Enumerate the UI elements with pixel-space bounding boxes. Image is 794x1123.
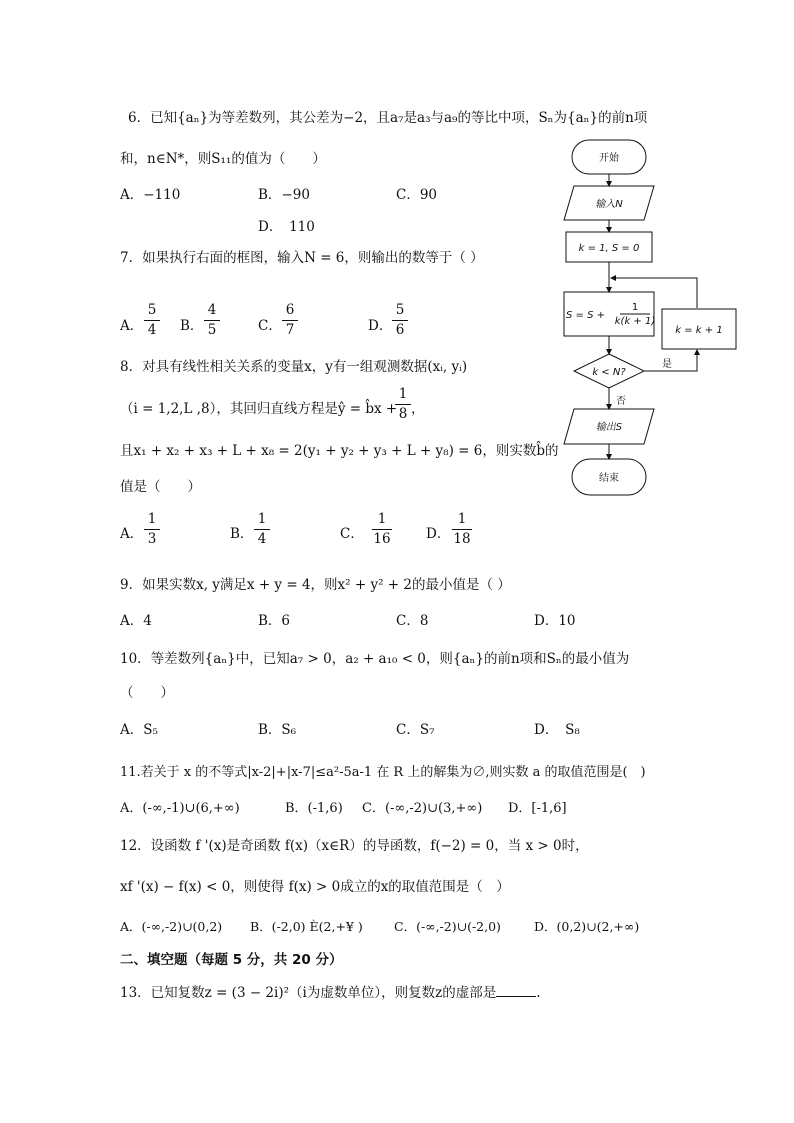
q7-option-a-label: A． [120,318,144,334]
q8-option-a-label: A． [120,526,144,542]
q7-option-b-label: B． [180,318,204,334]
q9-option-a: A．4 [120,613,152,629]
q8-line3: 且x₁ + x₂ + x₃ + L + x₈ = 2(y₁ + y₂ + y₃ + L + y₈) = 6，则实数b̂的 [120,443,559,459]
q12-line1: 12．设函数 f '(x)是奇函数 f(x)（x∈R）的导函数，f(−2) = 0，当 x > 0时， [120,838,589,854]
flowchart-init-label: k = 1, S = 0 [578,243,640,254]
q8-line1: 8．对具有线性相关关系的变量x，y有一组观测数据(xᵢ, yᵢ) [120,359,468,375]
q12-option-d: D．(0,2)∪(2,+∞) [534,919,640,934]
q8-option-b-frac: $\frac{1}{4}$ [254,511,270,548]
q9-option-c: C．8 [396,613,429,629]
q7-option-c-label: C． [258,318,282,334]
q8-option-b-label: B． [230,526,254,542]
flowchart [556,134,746,504]
q7-option-b-frac: $\frac{4}{5}$ [204,302,220,339]
q11-line1: 11.若关于 x 的不等式|x-2|+|x-7|≤a²-5a-1 在 R 上的解集为∅,则实数 a 的取值范围是( ) [120,765,646,780]
q12-line2: xf '(x) − f(x) < 0，则使得 f(x) > 0成立的x的取值范围是（ ） [120,879,510,895]
q8-option-a-frac: $\frac{1}{3}$ [144,511,160,548]
q6-option-b: B．−90 [258,187,310,203]
q12-option-c: C．(-∞,-2)∪(-2,0) [394,919,501,934]
q12-option-b: B．(-2,0) È(2,+¥ ) [250,919,363,934]
q10-option-a: A．S₅ [120,722,158,738]
q8-option-c-label: C． [340,526,364,542]
q9-option-d: D．10 [534,613,576,629]
flowchart-calc-num: 1 [631,302,639,313]
q11-option-d: D．[-1,6] [508,801,567,816]
flowchart-calc-left: S = S + [566,310,605,321]
flowchart-output-label: 输出S [595,422,623,433]
flowchart-yes-label: 是 [662,359,672,370]
q6-option-c: C．90 [396,187,438,203]
q7-option-d-frac: $\frac{5}{6}$ [392,302,408,339]
q11-option-c: C．(-∞,-2)∪(3,+∞) [362,801,483,816]
q13-text: 13．已知复数z = (3 − 2i)²（i为虚数单位），则复数z的虚部是 [120,985,497,1001]
q13-answer-blank [496,984,536,997]
q10-option-c: C．S₇ [396,722,435,738]
q12-option-a: A．(-∞,-2)∪(0,2) [120,919,223,934]
q6-option-a: A．−110 [120,187,181,203]
flowchart-start-label: 开始 [599,153,619,164]
q13-line1 [120,984,541,1002]
flowchart-calc-den: k(k + 1) [614,316,656,327]
flowchart-end-label: 结束 [599,473,619,484]
flowchart-cond-label: k < N? [592,367,626,378]
q6-option-d: D． 110 [258,219,315,235]
q10-line1: 10．等差数列{aₙ}中，已知a₇ > 0，a₂ + a₁₀ < 0，则{aₙ}的前n项和Sₙ的最小值为 [120,651,630,667]
q6-line2: 和，n∈N*，则S₁₁的值为（ ） [120,151,326,167]
q8-line4: 值是（ ） [120,479,201,495]
q7-option-d-label: D． [368,318,393,334]
flowchart-no-label: 否 [616,396,626,407]
q8-eq-frac: $\frac{1}{8}$ [395,386,411,423]
section-title-fill-in: 二、填空题（每题 5 分，共 20 分） [120,952,343,968]
q10-line2: （ ） [120,685,174,701]
q11-option-b: B．(-1,6) [285,801,343,816]
q8-option-c-frac: $\frac{1}{16}$ [373,511,391,547]
q7-option-a-frac: $\frac{5}{4}$ [144,302,160,339]
q7-option-c-frac: $\frac{6}{7}$ [282,302,298,339]
q13-tail: . [536,985,541,1001]
q8-option-d-frac: $\frac{1}{18}$ [453,511,471,547]
q11-option-a: A．(-∞,-1)∪(6,+∞) [120,801,240,816]
q9-line1: 9．如果实数x, y满足x + y = 4，则x² + y² + 2的最小值是（ ） [120,577,511,593]
q10-option-d: D． S₈ [534,722,580,738]
q7-line1: 7．如果执行右面的框图，输入N = 6，则输出的数等于（ ） [120,250,484,266]
flowchart-incr-label: k = k + 1 [675,325,723,336]
q10-option-b: B．S₆ [258,722,297,738]
q8-line2: （i = 1,2,L ,8），其回归直线方程是ŷ = b̂x + [120,401,398,417]
q6-line1: 6．已知{aₙ}为等差数列，其公差为−2，且a₇是a₃与a₉的等比中项，Sₙ为{aₙ}的前n项 [128,110,648,126]
flowchart-input-label: 输入N [595,199,623,210]
q8-option-d-label: D． [426,526,451,542]
q8-eq-tail: ， [411,401,425,417]
q9-option-b: B．6 [258,613,291,629]
